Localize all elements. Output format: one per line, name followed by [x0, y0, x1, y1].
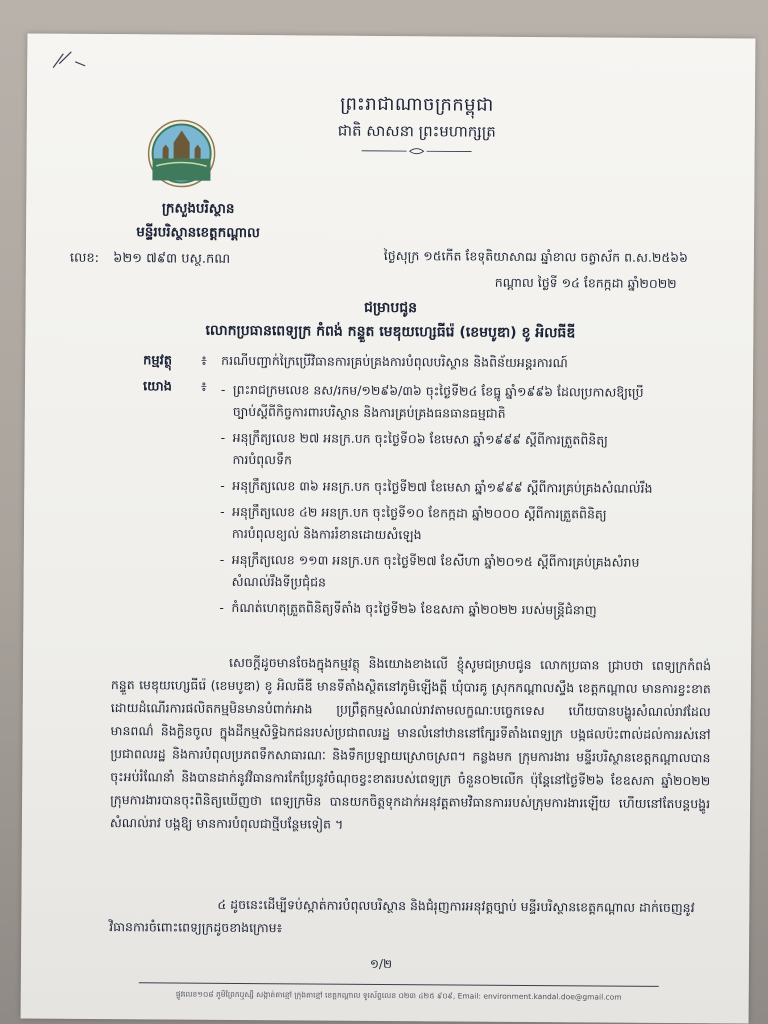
- conclusion-paragraph: ៤ ដូចនេះដើម្បីទប់ស្កាត់ការបំពុលបរិស្ថាន និងជំរុញការអនុវត្តច្បាប់ មន្ទីរបរិស្ថានខេត្តកណ្តាល ដាក់ចេញនូវវិធានការចំពោះពេទ្យក្រដូចខាងក្រោម៖: [109, 896, 695, 936]
- reference-item: - អនុក្រឹត្យលេខ ២៧ អនក្រ.បក ចុះថ្ងៃទី០៦ ខែមេសា ឆ្នាំ១៩៩៩ ស្តីពីការត្រួតពិនិត្យ ការបំពុលទឹក: [220, 429, 608, 468]
- reference-number: [70, 250, 230, 270]
- subject-label: កម្មវត្ថុ: [143, 353, 173, 369]
- reference-item: - អនុក្រឹត្យលេខ ៤២ អនក្រ.បក ចុះថ្ងៃទី១០ ខែកក្កដា ឆ្នាំ២០០០ ស្តីពីការត្រួតពិនិត្យ ការបំពុលខ្យល់ និងការរំខានដោយសំឡេង: [220, 503, 607, 543]
- lunar-date: ថ្ងៃសុក្រ ១៥កើត ខែទុតិយាសាឍ ឆ្នាំខាល ចត្វាស័ក ព.ស.២៥៦៦: [383, 247, 688, 266]
- reference-item: - កំណត់ហេតុត្រួតពិនិត្យទីតាំង ចុះថ្ងៃទី២៦ ខែឧសភា ឆ្នាំ២០២២ របស់មន្ត្រីជំនាញ: [219, 599, 597, 618]
- kingdom-title: ព្រះរាជាណាចក្រកម្ពុជា: [340, 93, 494, 116]
- reference-list: [219, 379, 721, 626]
- department-name: មន្ទីរបរិស្ថានខេត្តកណ្តាល: [136, 224, 260, 242]
- ministry-logo: [146, 118, 216, 188]
- footer-contact: ផ្លូវលេខ១០៨ ភូមិព្រែកឬស្សី សង្កាត់តាខ្មៅ ក្រុងតាខ្មៅ ខេត្តកណ្តាល ទូរស័ព្ទលេខ ០២៣ ៤២៥ ៩០៩, Email: environment.kandal.doe@gmail.com: [175, 989, 622, 1002]
- reference-item: - ព្រះរាជក្រមលេខ នស/រកម/១២៩៦/៣៦ ចុះថ្ងៃទី២៤ ខែធ្នូ ឆ្នាំ១៩៩៦ ដែលប្រកាសឱ្យប្រើ ច្បាប់ស្តីពីកិច្ចការពារបរិស្ថាន និងការគ្រប់គ្រងធនធានធម្មជាតិ: [220, 381, 644, 421]
- national-motto: ជាតិ សាសនា ព្រះមហាក្សត្រ: [337, 121, 496, 141]
- issuer-block: [98, 196, 298, 245]
- reference-item: - អនុក្រឹត្យលេខ ១១៣ អនក្រ.បក ចុះថ្ងៃទី២៧ ខែសីហា ឆ្នាំ២០១៥ ស្តីពីការគ្រប់គ្រងសំរាម សំណល់រឹងទីប្រជុំជន: [219, 551, 640, 590]
- ref-label: លេខ:: [69, 250, 100, 266]
- reference-label: យោង: [142, 379, 172, 395]
- handwritten-mark: [49, 48, 89, 74]
- footer-divider: [139, 982, 659, 987]
- salutation-heading: ជម្រាបជូន: [363, 299, 418, 317]
- solar-date: កណ្តាល ថ្ងៃទី ១៤ ខែកក្កដា ឆ្នាំ២០២២: [494, 274, 677, 292]
- page-number: ១/២: [369, 956, 393, 972]
- recipient-line: លោកប្រធានពេទ្យក្រ កំពង់ កន្ទួត មេឌុយហ្សេធីរ៉េ (ខេមបូឌា) ខូ អិលធីឌី: [205, 322, 576, 342]
- ref-value: ៦២១ ៧៩៣ បស្ថ.កណ: [113, 251, 231, 267]
- body-paragraph: សេចក្តីដូចមានចែងក្នុងកម្មវត្ថុ និងយោងខាងលើ ខ្ញុំសូមជម្រាបជូន លោកប្រធាន ជ្រាបថា ពេទ្យក្រកំពង់ កន្ទួត មេឌុយហ្សេធីរ៉េ (ខេមបូឌា) ខូ អិលធីឌី មានទីតាំងស្ថិតនៅភូមិឡើងត្តី ឃុំបារគូ ស្រុកកណ្តាលស្ទឹង ខេត្តកណ្តាល មានការខ្វះខាតដោយដំណើរការផលិតកម្មមិនមានបំពាក់អាង ប្រព្រឹត្តកម្មសំណល់រាវតាមលក្ខណៈបច្ចេកទេស ហើយបានបង្ហូរសំណល់រាវដែលមានពណ៌ និងក្លិនចូល ក្នុងដីកម្មសិទ្ធិឯកជនរបស់ប្រជាពលរដ្ឋ មានលំនៅឋាននៅក្បែរទីតាំងពេទ្យក្រ បង្កផលប៉ះពាល់ដល់ការរស់នៅ ប្រជាពលរដ្ឋ និងការបំពុលប្រភពទឹកសាធារណៈ និងទឹកប្រឡាយស្រោចស្រព។ កន្លងមក ក្រុមការងារ មន្ទីរបរិស្ថានខេត្តកណ្តាលបានចុះអប់រំណែនាំ និងបានដាក់នូវវិធានការកែប្រែនូវចំណុចខ្វះខាតរបស់ពេទ្យក្រ ចំនួន០២លើក ប៉ុន្តែនៅថ្ងៃទី២៦ ខែឧសភា ឆ្នាំ២០២២ ក្រុមការងារបានចុះពិនិត្យឃើញថា ពេទ្យក្រមិន បានយកចិត្តទុកដាក់អនុវត្តតាមវិធានការរបស់ក្រុមការងារឡើយ ហើយនៅតែបន្តបង្ហូរសំណល់រាវ បង្កឱ្យ មានការបំពុលជាថ្មីបន្ថែមទៀត ។: [109, 654, 712, 832]
- subject-colon: ៖: [201, 353, 207, 369]
- ornament-divider: [362, 146, 472, 157]
- reference-item: - អនុក្រឹត្យលេខ ៣៦ អនក្រ.បក ចុះថ្ងៃទី២៧ ខែមេសា ឆ្នាំ១៩៩៩ ស្តីពីការគ្រប់គ្រងសំណល់រឹង: [220, 477, 653, 496]
- letter-page: [21, 33, 756, 1023]
- ministry-name: ក្រសួងបរិស្ថាន: [161, 200, 235, 217]
- subject-text: ករណីបញ្ជាក់ក្រៃប្រើវិធានការគ្រប់គ្រងការបំពុលបរិស្ថាន និងពិន័យអន្តរការណ៍: [221, 352, 568, 371]
- reference-colon: ៖: [200, 379, 207, 395]
